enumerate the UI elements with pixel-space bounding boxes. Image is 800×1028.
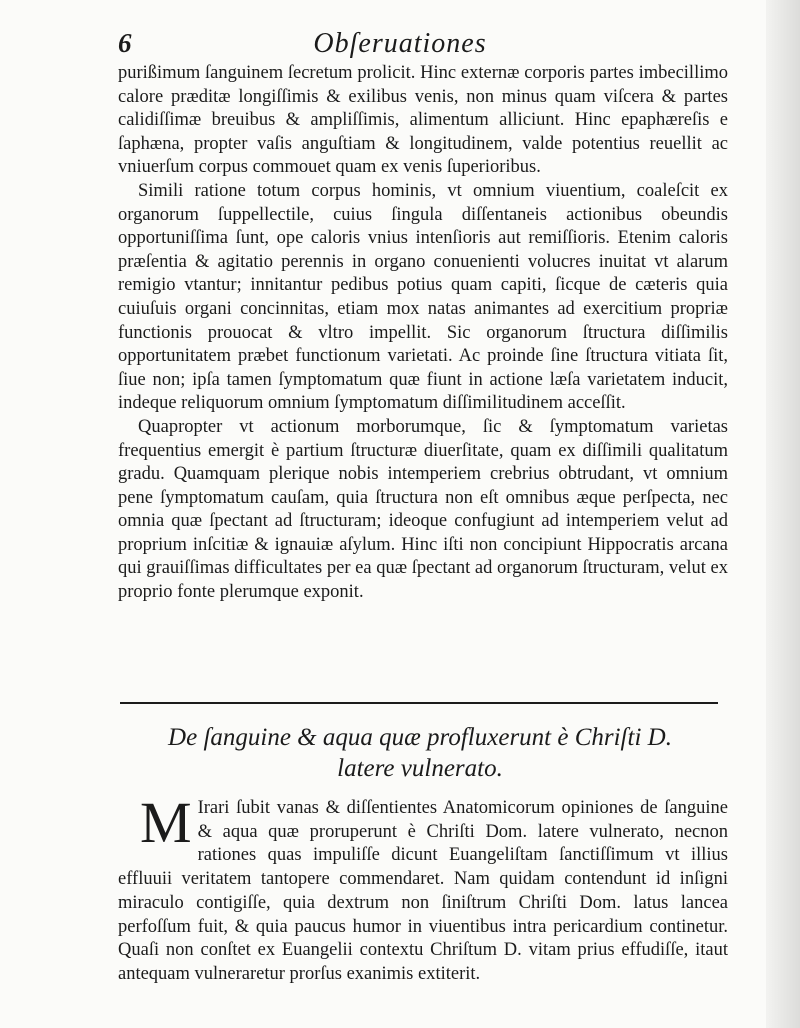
section-paragraph: Irari ſubit vanas & diſſentientes Anatomicorum opiniones de ſanguine & aqua quæ proruperunt è Chriſti Dom. latere vulnerato, necnon rationes quas impuliſſe dicunt Euangeliſtam ſanctiſſimum vt illius effluuii veritatem tantopere commendaret. Nam quidam contendunt id inſigni miraculo contigiſſe, quia dextrum non ſiniſtrum Chriſti Dom. latus lancea perfoſſum fuit, & quia paucus humor in viuentibus intra pericardium continetur. Quaſi non conſtet ex Euangelii contextu Chriſtum D. vitam prius effudiſſe, itaut antequam vulneraretur prorſus exanimis extiterit. xyxy=(118,798,728,984)
section-title xyxy=(120,722,720,784)
section-title-line: latere vulnerato. xyxy=(337,755,503,782)
section-divider xyxy=(120,702,718,704)
paragraph-continued: purißimum ſanguinem ſecretum prolicit. Hinc externæ corporis partes imbecillimo calore præditæ longiſſimis & exilibus venis, non minus quam viſcera & partes calidiſſimæ breuibus & ampliſſimis, alimentum alliciunt. Hinc epaphæreſis e ſaphæna, propter vaſis anguſtiam & longitudinem, valde potentius reuellit ac vniuerſum corpus commouet quam ex venis ſuperioribus. xyxy=(118,63,728,178)
section-title-line: De ſanguine & aqua quæ profluxerunt è Chriſti D. xyxy=(168,724,672,751)
running-head: Obſeruationes xyxy=(313,28,487,59)
paragraph: Simili ratione totum corpus hominis, vt omnium viuentium, coaleſcit ex organorum ſuppellectile, cuius ſingula diſſentaneis actionibus obeundis opportuniſſima ſunt, ope caloris vnius intenſioris aut remiſſioris. Etenim caloris præſentia & agitatio perennis in organo conuenienti volucres inuitat vt alarum remigio vtantur; innitantur pedibus potius quam capiti, ſicque de cæteris quia cuiuſuis organi concinnitas, etiam mox natas animantes ad exercitium propriæ functionis prouocat & vltro impellit. Sic organorum ſtructura diſſimilis opportunitatem præbet functionum varietati. Ac proinde ſine ſtructura vitiata ſit, ſiue non; ipſa tamen ſymptomatum quæ fiunt in actione læſa varietatem inducit, indeque reliquorum omnium ſymptomatum diſſimilitudinem acceſſit. xyxy=(118,180,728,414)
paragraph: Quapropter vt actionum morborumque, ſic & ſymptomatum varietas frequentius emergit è partium ſtructuræ diuerſitate, quam ex diſſimili qualitatum gradu. Quamquam plerique nobis intemperiem crebrius obtrudant, vt omnium pene ſymptomatum cauſam, quia ſtructura non eſt omnibus æque perſpecta, nec omnia quæ ſpectant ad ſtructuram; ideoque confugiunt ad intemperiem velut ad proprium inſcitiæ & ignauiæ aſylum. Hinc iſti non concipiunt Hippocratis arcana qui grauiſſimas difficultates per ea quæ ſpectant ad organorum ſtructuram, velut ex proprio fonte plerumque exponit. xyxy=(118,416,728,603)
page-number: 6 xyxy=(118,28,132,58)
section-text xyxy=(118,790,728,987)
page-gutter-shadow xyxy=(766,0,800,1028)
drop-cap: M xyxy=(140,790,192,855)
main-text xyxy=(118,62,728,605)
